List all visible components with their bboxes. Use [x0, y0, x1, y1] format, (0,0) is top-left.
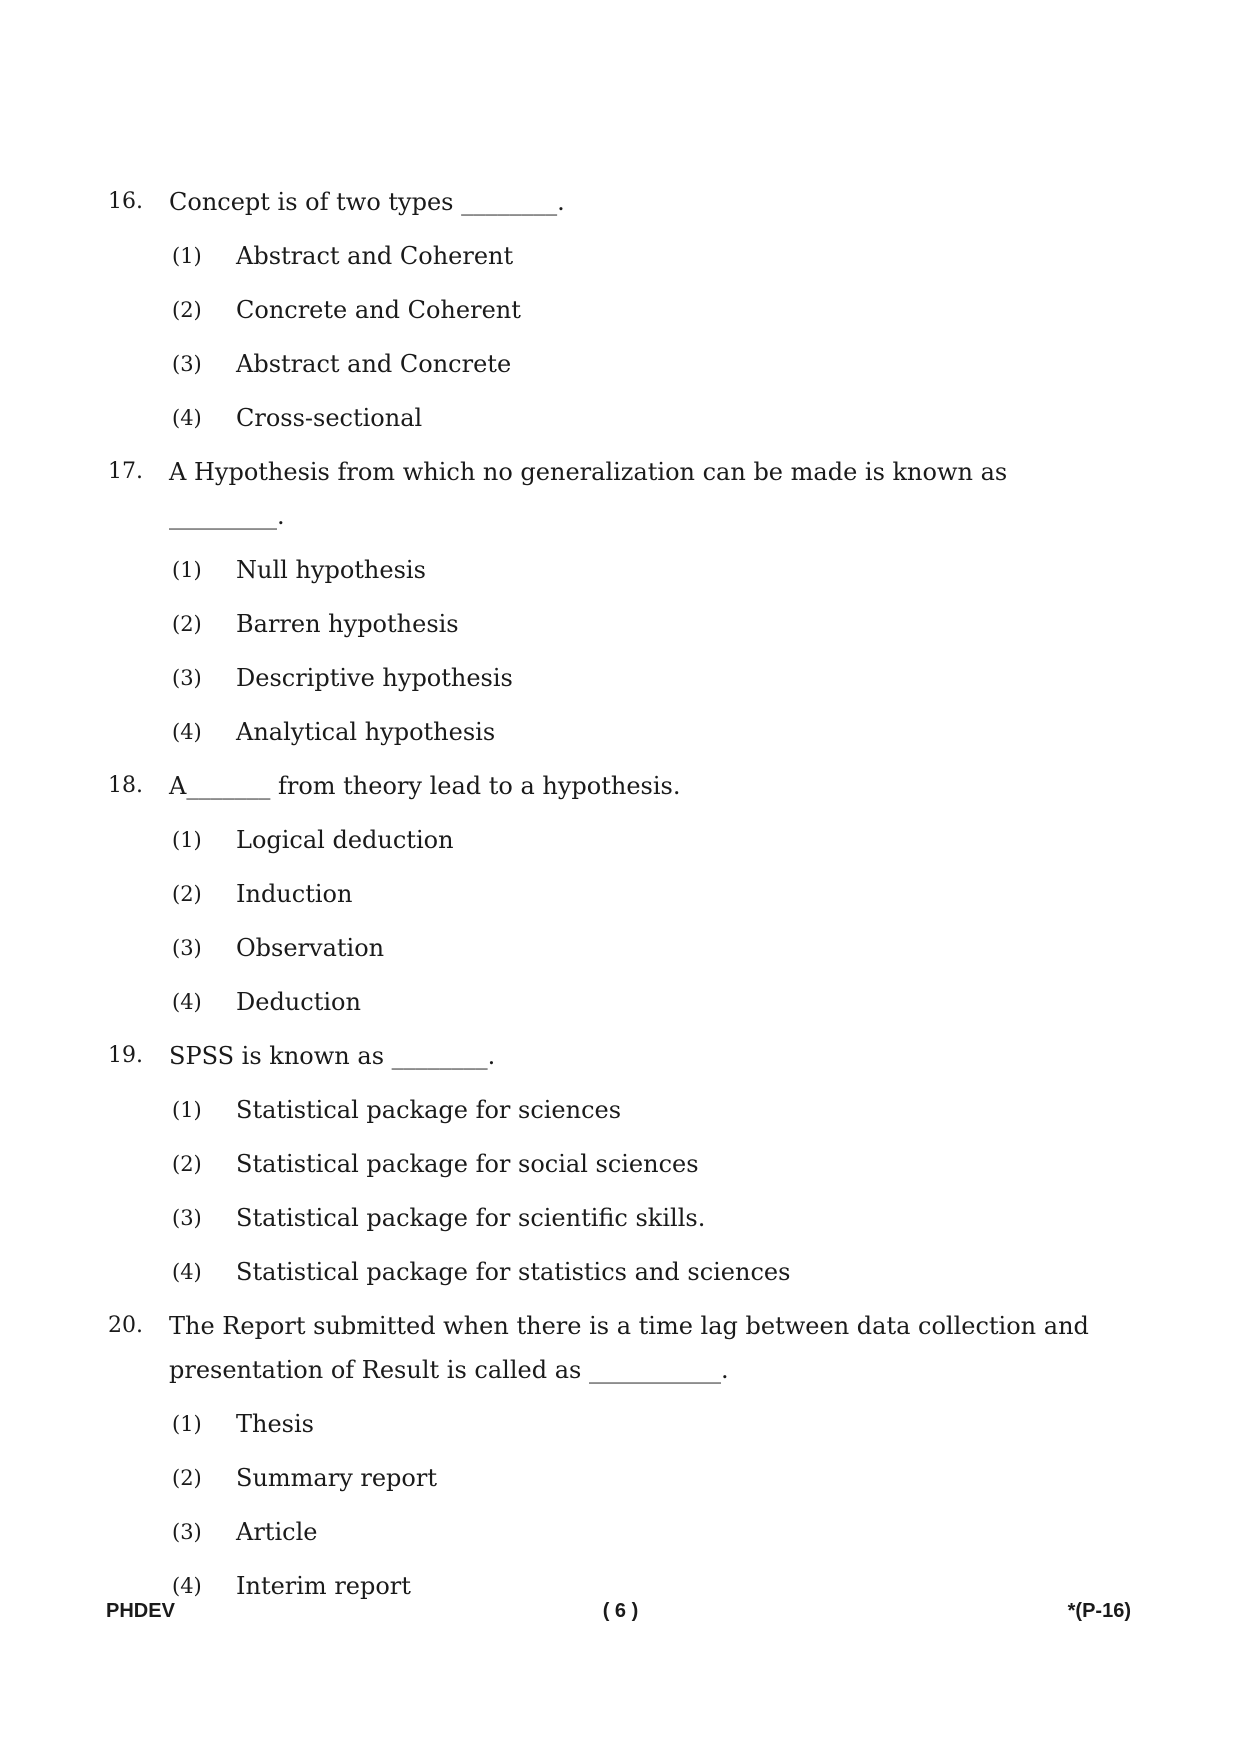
question-stem	[108, 1034, 1108, 1078]
paper-code: PHDEV	[106, 1600, 175, 1622]
option-text: Cross-sectional	[236, 404, 423, 432]
option-3	[172, 656, 1108, 700]
option-text: Observation	[236, 934, 385, 962]
option-number: (1)	[172, 244, 202, 268]
option-text: Induction	[236, 880, 353, 908]
option-number: (1)	[172, 558, 202, 582]
option-1	[172, 1088, 1108, 1132]
question-text: A Hypothesis from which no generalization can be made is known as _________.	[169, 458, 1008, 530]
option-3	[172, 926, 1108, 970]
question-number: 16.	[108, 189, 143, 214]
option-4	[172, 396, 1108, 440]
question-17	[108, 450, 1108, 754]
option-1	[172, 1402, 1108, 1446]
option-text: Abstract and Coherent	[236, 242, 514, 270]
question-number: 19.	[108, 1043, 143, 1068]
option-number: (3)	[172, 666, 202, 690]
option-2	[172, 872, 1108, 916]
question-text: SPSS is known as ________.	[169, 1042, 496, 1070]
question-number: 18.	[108, 773, 143, 798]
option-text: Null hypothesis	[236, 556, 426, 584]
question-text: Concept is of two types ________.	[169, 188, 565, 216]
option-number: (1)	[172, 1098, 202, 1122]
question-18	[108, 764, 1108, 1024]
option-1	[172, 234, 1108, 278]
question-text: A_______ from theory lead to a hypothesis.	[169, 772, 681, 800]
option-4	[172, 710, 1108, 754]
question-16	[108, 180, 1108, 440]
question-stem	[108, 180, 1108, 224]
question-19	[108, 1034, 1108, 1294]
option-list	[108, 548, 1108, 754]
option-text: Statistical package for scientific skills.	[236, 1204, 706, 1232]
option-number: (3)	[172, 1520, 202, 1544]
option-text: Logical deduction	[236, 826, 454, 854]
option-3	[172, 1510, 1108, 1554]
option-4	[172, 980, 1108, 1024]
option-number: (4)	[172, 1574, 202, 1598]
option-text: Analytical hypothesis	[236, 718, 496, 746]
option-number: (2)	[172, 298, 202, 322]
option-number: (4)	[172, 406, 202, 430]
question-stem	[108, 450, 1108, 538]
option-text: Thesis	[236, 1410, 314, 1438]
option-text: Deduction	[236, 988, 361, 1016]
option-number: (4)	[172, 720, 202, 744]
question-stem	[108, 764, 1108, 808]
question-number: 17.	[108, 459, 143, 484]
option-list	[108, 818, 1108, 1024]
question-text: The Report submitted when there is a time lag between data collection and presentation of Result is called as ___________.	[169, 1312, 1089, 1384]
question-stem	[108, 1304, 1108, 1392]
option-3	[172, 1196, 1108, 1240]
option-text: Statistical package for statistics and sciences	[236, 1258, 791, 1286]
option-list	[108, 234, 1108, 440]
option-number: (1)	[172, 1412, 202, 1436]
option-number: (3)	[172, 1206, 202, 1230]
option-text: Statistical package for sciences	[236, 1096, 622, 1124]
option-list	[108, 1402, 1108, 1608]
option-text: Interim report	[236, 1572, 411, 1600]
option-text: Summary report	[236, 1464, 437, 1492]
option-text: Abstract and Concrete	[236, 350, 512, 378]
option-number: (2)	[172, 612, 202, 636]
page-footer	[0, 1596, 1241, 1626]
option-number: (4)	[172, 1260, 202, 1284]
option-number: (3)	[172, 352, 202, 376]
option-text: Concrete and Coherent	[236, 296, 521, 324]
option-text: Descriptive hypothesis	[236, 664, 513, 692]
option-number: (2)	[172, 1466, 202, 1490]
option-text: Barren hypothesis	[236, 610, 459, 638]
option-number: (2)	[172, 1152, 202, 1176]
option-1	[172, 818, 1108, 862]
option-2	[172, 1142, 1108, 1186]
option-text: Statistical package for social sciences	[236, 1150, 699, 1178]
option-2	[172, 1456, 1108, 1500]
option-number: (3)	[172, 936, 202, 960]
option-3	[172, 342, 1108, 386]
option-2	[172, 288, 1108, 332]
option-text: Article	[236, 1518, 318, 1546]
question-list	[108, 180, 1108, 1618]
option-number: (2)	[172, 882, 202, 906]
option-2	[172, 602, 1108, 646]
option-number: (4)	[172, 990, 202, 1014]
option-list	[108, 1088, 1108, 1294]
option-4	[172, 1250, 1108, 1294]
page-number: ( 6 )	[602, 1600, 639, 1622]
question-20	[108, 1304, 1108, 1608]
question-number: 20.	[108, 1313, 143, 1338]
option-1	[172, 548, 1108, 592]
paper-series: *(P-16)	[1067, 1600, 1131, 1622]
option-number: (1)	[172, 828, 202, 852]
